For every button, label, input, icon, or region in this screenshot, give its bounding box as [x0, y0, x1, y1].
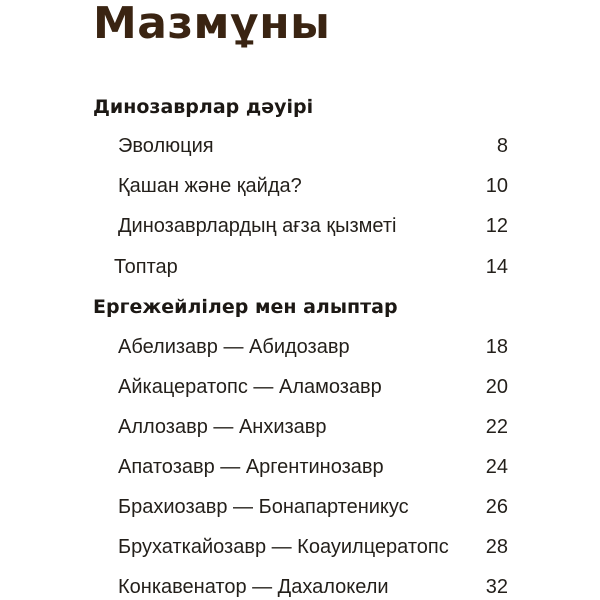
toc-entry-page: 32 — [485, 576, 508, 598]
toc-entry-groups[interactable] — [114, 254, 508, 280]
toc-entry-page: 26 — [485, 496, 508, 518]
toc-entry-title: Брухаткайозавр — Коауилцератопс — [118, 536, 449, 558]
toc-entry-title: Топтар — [114, 256, 178, 278]
toc-entry-concavenator[interactable] — [118, 574, 508, 600]
toc-entry-ajkaceratops[interactable] — [118, 374, 508, 400]
toc-entry-evolution[interactable] — [118, 133, 508, 159]
toc-entry-page: 28 — [485, 536, 508, 558]
toc-entry-bruhathkayosaurus[interactable] — [118, 534, 508, 560]
toc-entry-page: 22 — [485, 416, 508, 438]
toc-entry-title: Конкавенатор — Дахалокели — [118, 576, 389, 598]
section-heading-dinosaur-era: Динозаврлар дәуірі — [93, 96, 314, 118]
toc-entry-page: 8 — [496, 135, 508, 157]
toc-entry-title: Апатозавр — Аргентинозавр — [118, 456, 384, 478]
toc-entry-title: Айкацератопс — Аламозавр — [118, 376, 382, 398]
toc-entry-body-functions[interactable] — [118, 213, 508, 239]
page-title: Мазмұны — [93, 0, 331, 49]
toc-entry-title: Аллозавр — Анхизавр — [118, 416, 327, 438]
toc-entry-page: 12 — [485, 215, 508, 237]
toc-entry-abelisaurus[interactable] — [118, 334, 508, 360]
toc-entry-page: 20 — [485, 376, 508, 398]
toc-entry-title: Абелизавр — Абидозавр — [118, 336, 350, 358]
toc-entry-title: Брахиозавр — Бонапартеникус — [118, 496, 409, 518]
toc-entry-title: Эволюция — [118, 135, 214, 157]
section-heading-dwarfs-and-giants: Ергежейлілер мен алыптар — [93, 296, 398, 318]
toc-entry-page: 10 — [485, 175, 508, 197]
toc-entry-page: 14 — [485, 256, 508, 278]
toc-entry-page: 24 — [485, 456, 508, 478]
toc-entry-allosaurus[interactable] — [118, 414, 508, 440]
toc-entry-brachiosaurus[interactable] — [118, 494, 508, 520]
toc-entry-apatosaurus[interactable] — [118, 454, 508, 480]
toc-entry-when-and-where[interactable] — [118, 173, 508, 199]
toc-entry-title: Динозаврлардың ағза қызметі — [118, 215, 397, 237]
toc-entry-page: 18 — [485, 336, 508, 358]
toc-entry-title: Қашан және қайда? — [118, 175, 302, 197]
